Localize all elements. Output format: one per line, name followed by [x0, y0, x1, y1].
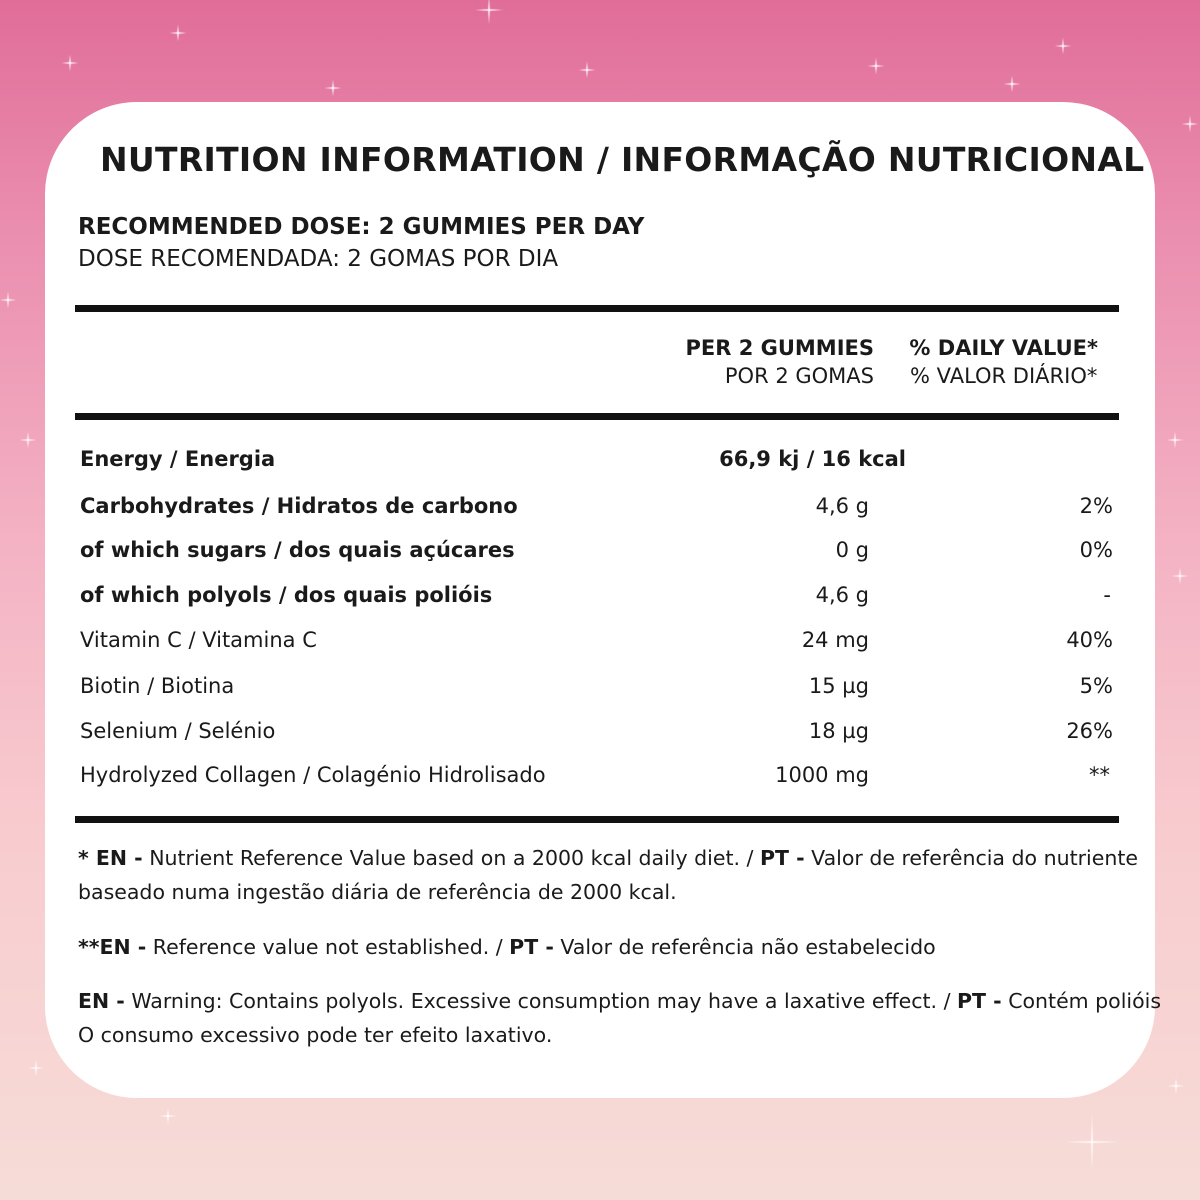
footnote-prefix: PT - [957, 989, 1002, 1013]
footnote-prefix: **EN - [78, 935, 147, 959]
table-row [80, 628, 1113, 658]
nutrient-daily-value: 40% [1066, 628, 1113, 652]
table-row [80, 538, 1113, 568]
footnote-prefix: PT - [509, 935, 554, 959]
nutrition-card [45, 102, 1162, 1098]
footnote-text: Warning: Contains polyols. Excessive consumption may have a laxative effect. / [124, 989, 958, 1013]
nutrient-amount: 4,6 g [815, 494, 869, 518]
recommended-dose-en: RECOMMENDED DOSE: 2 GUMMIES PER DAY [78, 214, 645, 240]
sparkle-icon [19, 431, 37, 449]
recommended-dose-pt: DOSE RECOMENDADA: 2 GOMAS POR DIA [78, 246, 559, 272]
table-row-energy [80, 447, 1080, 477]
nutrient-amount: 0 g [835, 538, 869, 562]
footnote-text: O consumo excessivo pode ter efeito laxativo. [78, 1023, 553, 1047]
nutrient-amount: 18 µg [808, 719, 869, 743]
footnote-warning [78, 984, 1162, 1052]
page-title: NUTRITION INFORMATION / INFORMAÇÃO NUTRICIONAL [100, 140, 1145, 179]
nutrient-label: Hydrolyzed Collagen / Colagénio Hidrolisado [80, 763, 546, 787]
table-row [80, 763, 1110, 793]
table-top-rule [75, 305, 1119, 312]
sparkle-icon [867, 57, 885, 75]
sparkle-icon [1171, 567, 1189, 585]
per-serving-header [685, 336, 874, 388]
sparkle-icon [578, 61, 596, 79]
nutrient-daily-value: ** [1089, 763, 1110, 787]
table-header-rule [75, 413, 1119, 420]
nutrient-label: of which sugars / dos quais açúcares [80, 538, 515, 562]
nutrient-amount: 4,6 g [815, 583, 869, 607]
footnote-prefix: EN - [78, 989, 125, 1013]
table-bottom-rule [75, 816, 1119, 823]
sparkle-icon [0, 291, 17, 309]
per-serving-header-pt: POR 2 GOMAS [724, 364, 874, 388]
footnote-prefix: * EN - [78, 846, 143, 870]
footnote-text: Valor de referência não estabelecido [553, 935, 936, 959]
table-row [80, 719, 1113, 749]
sparkle-icon [1003, 75, 1021, 93]
nutrient-label: Energy / Energia [80, 447, 276, 471]
nutrient-daily-value: - [1103, 583, 1111, 607]
footnote-text: Reference value not established. / [146, 935, 510, 959]
sparkle-icon [324, 79, 342, 97]
sparkle-icon [474, 0, 504, 25]
nutrient-label: of which polyols / dos quais polióis [80, 583, 493, 607]
nutrient-label: Vitamin C / Vitamina C [80, 628, 317, 652]
sparkle-icon [159, 1107, 177, 1125]
nutrient-label: Carbohydrates / Hidratos de carbono [80, 494, 518, 518]
per-serving-header-en: PER 2 GUMMIES [685, 336, 874, 360]
sparkle-icon [1181, 115, 1199, 133]
sparkle-icon [1167, 1077, 1185, 1095]
footnote-not-established [78, 930, 1148, 964]
footnote-text: baseado numa ingestão diária de referência de 2000 kcal. [78, 880, 677, 904]
sparkle-icon [1166, 431, 1184, 449]
nutrient-label: Selenium / Selénio [80, 719, 276, 743]
footnote-text: Contém polióis [1001, 989, 1162, 1013]
daily-value-header [909, 336, 1098, 388]
sparkle-icon [1062, 1112, 1122, 1172]
sparkle-icon [169, 24, 187, 42]
nutrient-amount: 24 mg [801, 628, 869, 652]
sparkle-icon [27, 1059, 45, 1077]
table-row [80, 674, 1113, 704]
sparkle-icon [61, 54, 79, 72]
table-row [80, 494, 1113, 524]
nutrient-daily-value: 26% [1066, 719, 1113, 743]
sparkle-icon [1054, 37, 1072, 55]
nutrient-amount: 15 µg [808, 674, 869, 698]
table-row [80, 583, 1111, 613]
nutrient-amount: 1000 mg [775, 763, 869, 787]
daily-value-header-en: % DAILY VALUE* [909, 336, 1098, 360]
daily-value-header-pt: % VALOR DIÁRIO* [910, 364, 1098, 388]
nutrient-amount: 66,9 kj / 16 kcal [719, 447, 906, 471]
footnote-reference-value [78, 841, 1148, 909]
footnote-prefix: PT - [759, 846, 805, 870]
nutrient-daily-value: 2% [1079, 494, 1113, 518]
nutrient-label: Biotin / Biotina [80, 674, 235, 698]
nutrient-daily-value: 5% [1079, 674, 1113, 698]
footnote-text: Nutrient Reference Value based on a 2000 kcal daily diet. / [142, 846, 760, 870]
footnote-text: Valor de referência do nutriente [804, 846, 1138, 870]
nutrient-daily-value: 0% [1079, 538, 1113, 562]
